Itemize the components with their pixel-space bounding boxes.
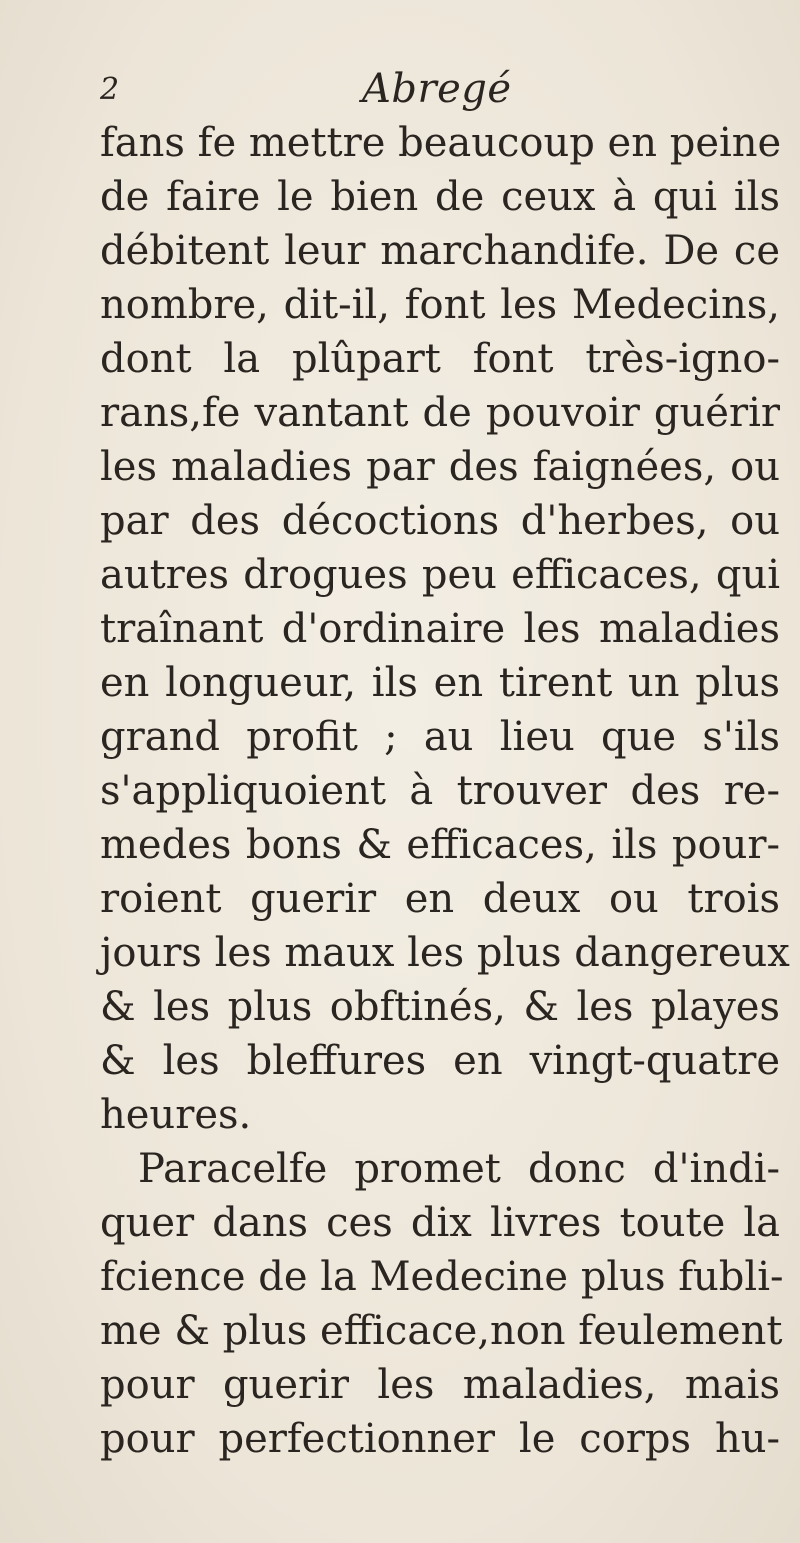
text-line: medes bons & efficaces, ils pour- [100, 822, 780, 868]
text-line: de faire le bien de ceux à qui ils [100, 174, 780, 220]
text-line: fans fe mettre beaucoup en peine [100, 120, 782, 166]
text-line: dont la plûpart font très-igno- [100, 336, 780, 382]
text-line: nombre, dit-il, font les Medecins, [100, 282, 780, 328]
text-line: rans,fe vantant de pouvoir guérir [100, 390, 780, 436]
text-line: roient guerir en deux ou trois [100, 876, 780, 922]
text-line: & les plus obftinés, & les playes [100, 984, 780, 1030]
page-header [92, 66, 732, 116]
text-line: débitent leur marchandife. De ce [100, 228, 780, 274]
running-head: Abregé [362, 66, 512, 112]
text-line: par des décoctions d'herbes, ou [100, 498, 780, 544]
text-line: pour perfectionner le corps hu- [100, 1416, 780, 1462]
paragraph-start-line: Paracelfe promet donc d'indi- [138, 1146, 780, 1192]
text-line: autres drogues peu efficaces, qui [100, 552, 780, 598]
text-line: grand profit ; au lieu que s'ils [100, 714, 780, 760]
text-line: pour guerir les maladies, mais [100, 1362, 780, 1408]
text-line: fcience de la Medecine plus fubli- [100, 1254, 784, 1300]
text-line: s'appliquoient à trouver des re- [100, 768, 780, 814]
paragraph-end-line: heures. [100, 1092, 252, 1138]
text-line: en longueur, ils en tirent un plus [100, 660, 780, 706]
body-text [100, 116, 790, 1466]
text-line: & les bleffures en vingt-quatre [100, 1038, 780, 1084]
text-line: quer dans ces dix livres toute la [100, 1200, 780, 1246]
page-number: 2 [100, 72, 120, 107]
text-line: les maladies par des faignées, ou [100, 444, 780, 490]
text-line: jours les maux les plus dangereux [100, 930, 790, 976]
text-line: traînant d'ordinaire les maladies [100, 606, 780, 652]
text-line: me & plus efficace,non feulement [100, 1308, 783, 1354]
